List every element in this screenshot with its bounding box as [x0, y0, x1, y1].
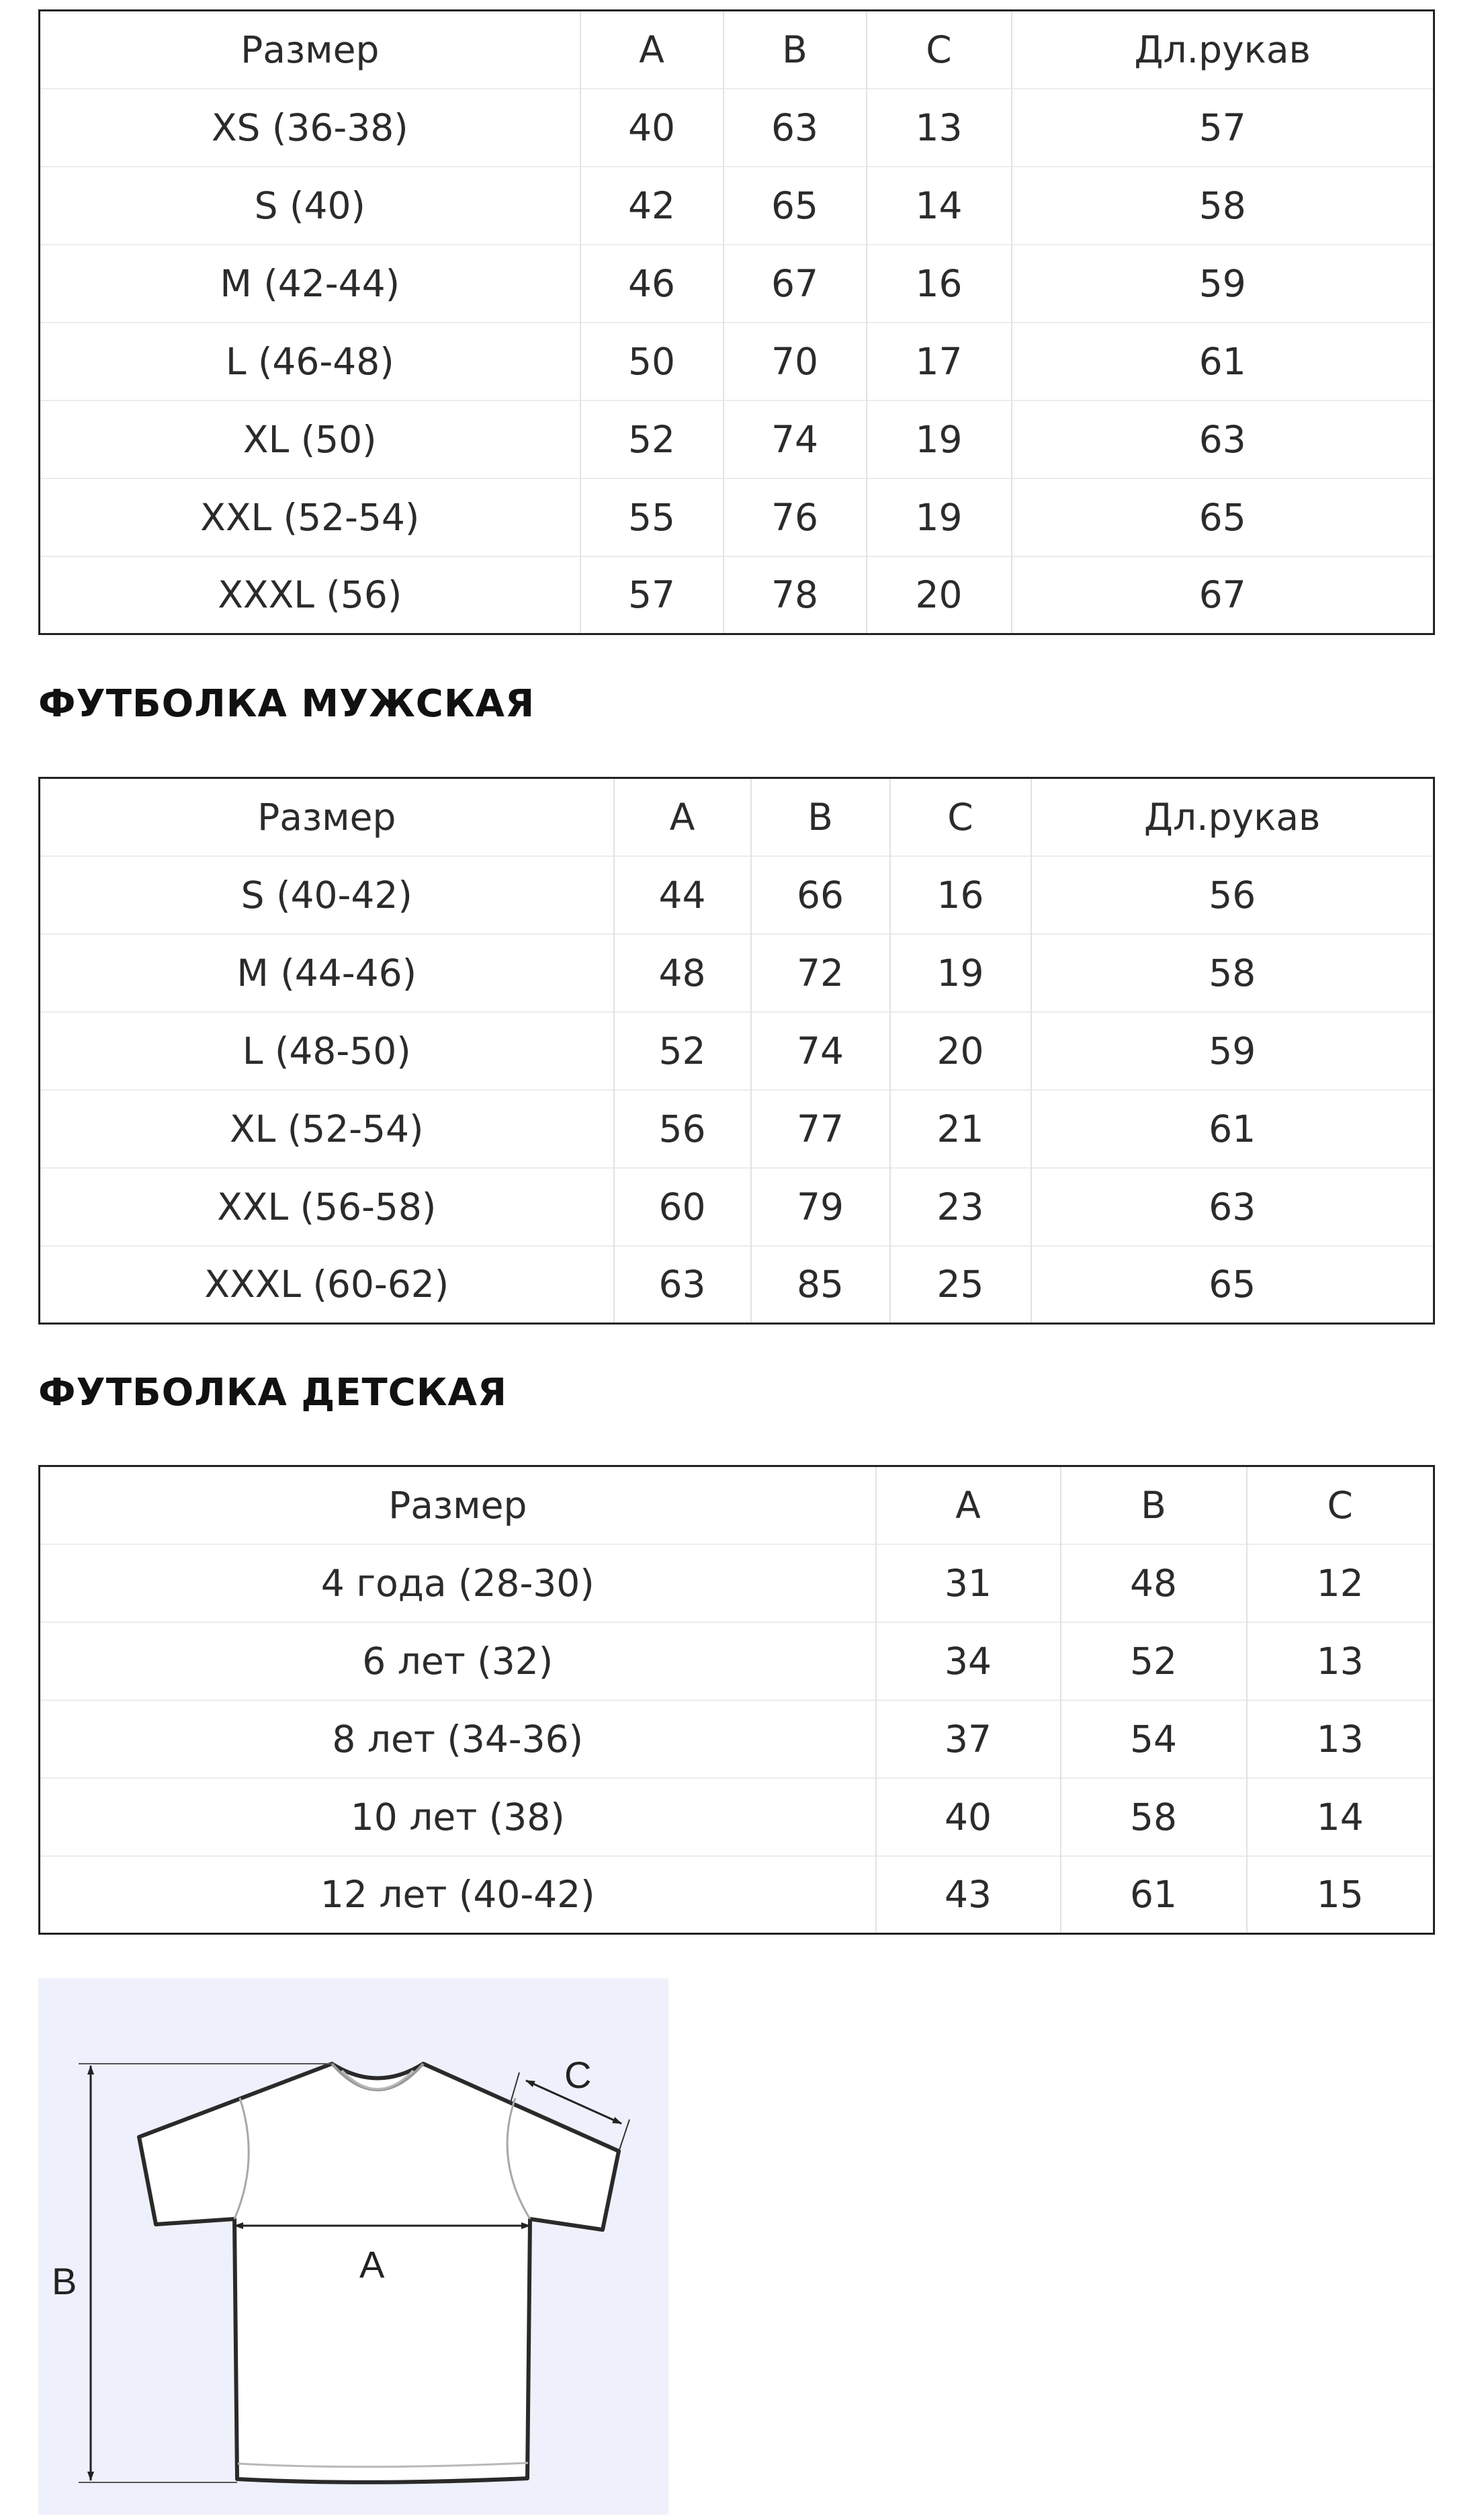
column-header: Размер	[241, 28, 380, 71]
size-cell: M (42-44)	[40, 245, 580, 323]
table-row	[40, 1622, 1434, 1700]
measurement-cell: 31	[876, 1544, 1061, 1622]
column-header: A	[876, 1466, 1061, 1544]
size-cell: L (46-48)	[40, 323, 580, 401]
measurement-cell: 78	[724, 556, 867, 634]
size-cell: XL (52-54)	[40, 1090, 614, 1168]
measurement-cell: 65	[1012, 478, 1434, 556]
c-label: C	[564, 2054, 592, 2096]
measurement-cell: 63	[1012, 401, 1434, 478]
measurement-cell: 52	[1061, 1622, 1247, 1700]
table-row	[40, 934, 1434, 1012]
measurement-cell: 58	[1012, 167, 1434, 245]
measurement-cell: 42	[580, 167, 724, 245]
measurement-cell: 57	[1012, 89, 1434, 167]
measurement-cell: 20	[890, 1012, 1031, 1090]
size-cell: 6 лет (32)	[40, 1622, 876, 1700]
table-row	[40, 556, 1434, 634]
measurement-cell: 74	[724, 401, 867, 478]
size-cell: M (44-46)	[40, 934, 614, 1012]
measurement-cell: 63	[1031, 1168, 1434, 1246]
table-row	[40, 1168, 1434, 1246]
men-size-table-body	[40, 778, 1434, 1324]
kids-tshirt-heading: ФУТБОЛКА ДЕТСКАЯ	[38, 1371, 507, 1415]
measurement-cell: 70	[724, 323, 867, 401]
table-row	[40, 401, 1434, 478]
measurement-cell: 37	[876, 1700, 1061, 1778]
measurement-cell: 57	[580, 556, 724, 634]
size-cell: XXXL (60-62)	[40, 1246, 614, 1324]
size-cell: 8 лет (34-36)	[40, 1700, 876, 1778]
column-header: A	[614, 778, 751, 856]
women-size-table	[38, 9, 1435, 635]
table-row	[40, 856, 1434, 934]
measurement-cell: 61	[1012, 323, 1434, 401]
table-row	[40, 1544, 1434, 1622]
size-cell: 10 лет (38)	[40, 1778, 876, 1856]
measurement-cell: 74	[751, 1012, 890, 1090]
measurement-cell: 58	[1061, 1778, 1247, 1856]
measurement-cell: 55	[580, 478, 724, 556]
measurement-cell: 19	[890, 934, 1031, 1012]
measurement-cell: 61	[1031, 1090, 1434, 1168]
column-header: B	[724, 11, 867, 89]
measurement-cell: 65	[724, 167, 867, 245]
table-header-row	[40, 11, 1434, 89]
measurement-cell: 13	[867, 89, 1012, 167]
size-cell: XL (50)	[40, 401, 580, 478]
measurement-cell: 17	[867, 323, 1012, 401]
size-cell: XXXL (56)	[40, 556, 580, 634]
measurement-cell: 79	[751, 1168, 890, 1246]
measurement-cell: 14	[1247, 1778, 1434, 1856]
measurement-cell: 12	[1247, 1544, 1434, 1622]
column-header: C	[867, 11, 1012, 89]
table-row	[40, 167, 1434, 245]
measurement-cell: 48	[614, 934, 751, 1012]
column-header: A	[580, 11, 724, 89]
size-cell: S (40)	[40, 167, 580, 245]
size-cell: 4 года (28-30)	[40, 1544, 876, 1622]
size-cell: XXL (56-58)	[40, 1168, 614, 1246]
measurement-cell: 14	[867, 167, 1012, 245]
measurement-cell: 34	[876, 1622, 1061, 1700]
table-row	[40, 323, 1434, 401]
measurement-cell: 21	[890, 1090, 1031, 1168]
measurement-cell: 13	[1247, 1700, 1434, 1778]
table-header-row	[40, 1466, 1434, 1544]
measurement-cell: 46	[580, 245, 724, 323]
column-header: B	[751, 778, 890, 856]
measurement-cell: 48	[1061, 1544, 1247, 1622]
measurement-cell: 63	[614, 1246, 751, 1324]
measurement-cell: 56	[614, 1090, 751, 1168]
measurement-cell: 54	[1061, 1700, 1247, 1778]
tshirt-measurement-diagram	[38, 1978, 668, 2515]
measurement-cell: 23	[890, 1168, 1031, 1246]
men-tshirt-heading: ФУТБОЛКА МУЖСКАЯ	[38, 682, 535, 726]
measurement-cell: 60	[614, 1168, 751, 1246]
measurement-cell: 16	[867, 245, 1012, 323]
measurement-cell: 77	[751, 1090, 890, 1168]
column-header: B	[1061, 1466, 1247, 1544]
measurement-cell: 25	[890, 1246, 1031, 1324]
table-row	[40, 89, 1434, 167]
table-header-row	[40, 778, 1434, 856]
column-header: C	[1247, 1466, 1434, 1544]
men-size-table	[38, 777, 1435, 1325]
measurement-cell: 19	[867, 401, 1012, 478]
measurement-cell: 59	[1012, 245, 1434, 323]
table-row	[40, 1012, 1434, 1090]
size-cell: L (48-50)	[40, 1012, 614, 1090]
measurement-cell: 59	[1031, 1012, 1434, 1090]
measurement-cell: 66	[751, 856, 890, 934]
measurement-cell: 20	[867, 556, 1012, 634]
measurement-cell: 76	[724, 478, 867, 556]
measurement-cell: 13	[1247, 1622, 1434, 1700]
table-row	[40, 1778, 1434, 1856]
size-cell: XS (36-38)	[40, 89, 580, 167]
size-cell: S (40-42)	[40, 856, 614, 934]
column-header: Дл.рукав	[1031, 778, 1434, 856]
measurement-cell: 19	[867, 478, 1012, 556]
measurement-cell: 40	[580, 89, 724, 167]
measurement-cell: 50	[580, 323, 724, 401]
table-row	[40, 1090, 1434, 1168]
column-header: Дл.рукав	[1012, 11, 1434, 89]
a-label: A	[359, 2243, 385, 2286]
measurement-cell: 43	[876, 1856, 1061, 1934]
table-row	[40, 245, 1434, 323]
measurement-cell: 52	[580, 401, 724, 478]
table-row	[40, 1246, 1434, 1324]
table-row	[40, 1700, 1434, 1778]
table-row	[40, 478, 1434, 556]
size-cell: 12 лет (40-42)	[40, 1856, 876, 1934]
measurement-cell: 67	[1012, 556, 1434, 634]
measurement-cell: 52	[614, 1012, 751, 1090]
kids-size-table-body	[40, 1466, 1434, 1934]
measurement-cell: 61	[1061, 1856, 1247, 1934]
table-row	[40, 1856, 1434, 1934]
kids-size-table	[38, 1465, 1435, 1935]
women-size-table-body	[40, 11, 1434, 634]
measurement-cell: 65	[1031, 1246, 1434, 1324]
size-cell: XXL (52-54)	[40, 478, 580, 556]
b-label: B	[52, 2260, 77, 2302]
measurement-cell: 44	[614, 856, 751, 934]
measurement-cell: 56	[1031, 856, 1434, 934]
measurement-cell: 67	[724, 245, 867, 323]
column-header: C	[890, 778, 1031, 856]
measurement-cell: 15	[1247, 1856, 1434, 1934]
column-header: Размер	[257, 795, 396, 839]
column-header: Размер	[388, 1483, 527, 1527]
measurement-cell: 40	[876, 1778, 1061, 1856]
measurement-cell: 72	[751, 934, 890, 1012]
measurement-cell: 16	[890, 856, 1031, 934]
measurement-cell: 58	[1031, 934, 1434, 1012]
measurement-cell: 63	[724, 89, 867, 167]
measurement-cell: 85	[751, 1246, 890, 1324]
